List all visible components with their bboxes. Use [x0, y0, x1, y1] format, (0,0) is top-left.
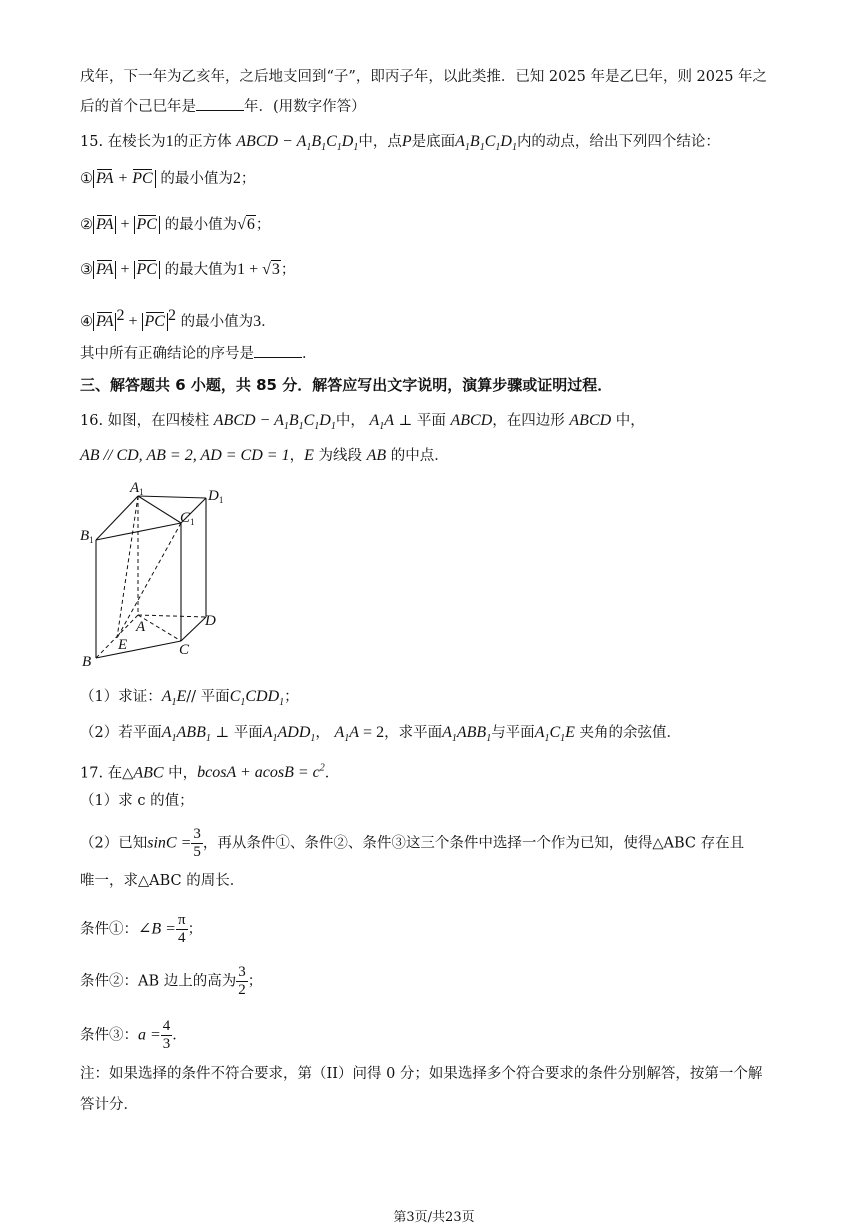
base-name: $A_1B_1C_1D_1$	[455, 133, 517, 154]
p14-line2	[80, 96, 798, 118]
plane-abcd: ABCD	[450, 412, 493, 429]
p16-conditions: AB // CD, AB = 2, AD = CD = 1	[80, 447, 290, 464]
p17-note-2: 答计分．	[80, 1097, 138, 1113]
label-b1: $B_1$	[80, 528, 94, 545]
cond2-end: ；	[247, 973, 263, 990]
p14-line2-b: 年．(用数字作答）	[244, 99, 366, 115]
p15-intro-e: 内的动点，给出下列四个结论：	[516, 134, 720, 150]
c3-abs1: PA	[93, 261, 116, 279]
c3-num: ③	[80, 262, 93, 278]
c1-val: 2	[232, 170, 241, 187]
p17-l1c: 中，	[168, 765, 198, 782]
prism-figure	[78, 478, 228, 673]
p16-l1b: 中，	[335, 413, 365, 429]
point-e: E	[304, 447, 314, 464]
c4-end: ．	[261, 313, 276, 330]
cond2-expr: AB 边上的高为	[138, 973, 237, 990]
p15-ask-b: ．	[302, 346, 317, 362]
p16-line2	[80, 445, 798, 467]
c3-val1: 1 +	[237, 261, 263, 278]
p16-q1a: （1）求证：	[80, 689, 162, 705]
cond3-expr: a =	[138, 1026, 161, 1044]
p16-l1e: 中，	[615, 413, 645, 429]
c4-text: 的最小值为	[180, 313, 254, 330]
label-c: C	[179, 642, 190, 658]
c2-abs2: PC	[134, 216, 160, 234]
frac-pi-4: $\frac{\pi}{4}$	[177, 912, 186, 946]
p17-condition-3	[80, 1018, 798, 1053]
cond1-end: ；	[187, 921, 203, 938]
p16-l2f: 的中点．	[390, 448, 449, 464]
plane-c1cdd1: $C_1CDD_1$	[229, 688, 285, 709]
p17-condition-1	[80, 912, 798, 947]
c2-num: ②	[80, 217, 93, 233]
c2-text: 的最小值为	[164, 217, 238, 233]
edge-a1a: $A_1A$	[369, 412, 395, 433]
answer-blank	[196, 96, 244, 111]
cube-name: ABCD − $A_1B_1C_1D_1$	[236, 133, 359, 154]
p14-line2-a: 后的首个己巳年是	[80, 99, 196, 115]
p17-q2c: ，再从条件①、条件②、条件③这三个条件中选择一个作为已知，使得△ABC 存在且	[202, 835, 745, 852]
p15-conclusion-3: ③ PA + PC 的最大值为1 + √3；	[80, 259, 798, 281]
p16-q1	[80, 686, 798, 714]
p15-ask	[80, 343, 798, 365]
p16-q1b: // 平面	[186, 689, 230, 705]
p15-ask-a: 其中所有正确结论的序号是	[80, 346, 254, 362]
p16-l1a: 16. 如图，在四棱柱	[80, 413, 210, 429]
p15-intro-d: 是底面	[411, 134, 456, 150]
plane-a1abb1: $A_1ABB_1$	[161, 724, 211, 745]
p15-intro	[80, 131, 798, 159]
c4-abs1: PA	[93, 313, 116, 331]
label-d1: $D_1$	[208, 488, 224, 505]
frac-3-5: $\frac{3}{5}$	[193, 826, 201, 860]
p16-q2: （2）若平面$A_1ABB_1$ ⊥ 平面$A_1ADD_1$， $A_1A = 2$，求平面$A_1ABB_1$与平面$A_1C_1E$ 夹角的余弦值．	[80, 724, 682, 745]
p16-q1c: ；	[284, 689, 299, 705]
c3-text: 的最大值为	[164, 262, 238, 278]
p17-l1a: 17. 在△	[80, 765, 134, 782]
p16-q2c: ，	[315, 725, 330, 741]
line-a1e: $A_1E$	[161, 688, 187, 709]
p17-l1e: ．	[324, 765, 340, 782]
cond2-label: 条件②：	[80, 973, 138, 990]
label-d: D	[205, 613, 216, 629]
p16-q2e: 与平面	[491, 725, 535, 741]
p17-q2a: （2）已知	[80, 835, 148, 852]
p16-q2d: ，求平面	[384, 725, 443, 741]
c3-sqrt: √3	[262, 261, 280, 278]
p16-q2a: （2）若平面	[80, 725, 162, 741]
p16-q2b: ⊥ 平面	[215, 725, 263, 741]
segment-ab: AB	[366, 447, 387, 464]
c4-abs2: PC	[142, 313, 168, 331]
c4-num: ④	[80, 313, 93, 330]
p15-conclusion-4: ④ PA $^2$ + PC $^2$ 的最小值为3．	[80, 307, 276, 330]
cond1-expr: ∠B =	[138, 920, 176, 938]
p17-condition-2	[80, 964, 798, 999]
c2-sqrt: √6	[237, 216, 255, 233]
p17-equation: $bcosA + acosB = c^2$	[197, 763, 325, 782]
c1-text: 的最小值为	[160, 171, 233, 187]
p16-l2d: 为线段	[318, 448, 362, 464]
label-a: A	[136, 619, 146, 635]
frac-4-3: $\frac{4}{3}$	[162, 1018, 171, 1052]
cond1-label: 条件①：	[80, 921, 138, 938]
p15-conclusion-1	[80, 168, 798, 190]
c2-abs1: PA	[93, 216, 116, 234]
p17-note-1: 注：如果选择的条件不符合要求，第（II）问得 0 分；如果选择多个符合要求的条件分别解答，按第一个解	[80, 1066, 763, 1082]
label-a1: $A_1$	[130, 480, 144, 497]
sinc-expr: sinC =	[147, 834, 192, 852]
p15-intro-c: 中，点	[358, 134, 402, 150]
plane-a1abb1-2: $A_1ABB_1$	[442, 724, 492, 745]
p17-q2-line2: 唯一，求△ABC 的周长．	[80, 873, 245, 889]
p16-line1	[80, 410, 798, 438]
cond3-label: 条件③：	[80, 1027, 138, 1044]
p15-conclusion-2: ② PA + PC 的最小值为√6；	[80, 214, 798, 236]
point-p: P	[401, 133, 412, 150]
label-b: B	[82, 654, 92, 670]
label-c1: $C_1$	[180, 510, 195, 527]
prism-name: ABCD − $A_1B_1C_1D_1$	[213, 412, 336, 433]
triangle-abc: ABC	[133, 764, 164, 782]
p15-intro-a: 15. 在棱长为	[80, 134, 166, 150]
label-e: E	[118, 637, 128, 653]
p17-q1: （1）求 c 的值；	[80, 793, 194, 809]
a1a-eq-2: $A_1A$	[334, 724, 360, 745]
p14-line1: 戌年，下一年为乙亥年，之后地支回到“子”，即丙子年，以此类推．已知 2025 年是乙巳年，则 2025 年之	[80, 69, 768, 85]
p16-l1d: ，在四边形	[492, 413, 565, 429]
quad-abcd: ABCD	[569, 412, 612, 429]
plane-a1add1: $A_1ADD_1$	[262, 724, 316, 745]
page-footer: 第3页/共23页	[393, 1210, 475, 1225]
cond3-end: ．	[172, 1027, 187, 1044]
p16-l2b: ，	[289, 448, 305, 464]
p15-intro-b: 的正方体	[173, 134, 232, 150]
answer-blank	[254, 343, 302, 358]
c1-end: ；	[240, 171, 256, 187]
c2-end: ；	[255, 217, 271, 233]
section-heading: 三、解答题共 6 小题，共 85 分．解答应写出文字说明，演算步骤或证明过程．	[80, 376, 613, 394]
p15-edge-length: 1	[165, 133, 174, 150]
c3-abs2: PC	[134, 261, 160, 279]
frac-3-2: $\frac{3}{2}$	[238, 964, 246, 998]
p17-q2-line1	[80, 826, 798, 861]
p16-q2f: 夹角的余弦值．	[579, 725, 682, 741]
c1-expr: PA + PC	[93, 170, 156, 188]
p17-line1	[80, 758, 798, 784]
p16-l1c: ⊥ 平面	[398, 413, 446, 429]
c4-val: 3	[253, 312, 262, 330]
c1-num: ①	[80, 171, 93, 187]
c3-end: ；	[280, 262, 296, 278]
plane-a1c1e: $A_1C_1E$	[534, 724, 575, 745]
